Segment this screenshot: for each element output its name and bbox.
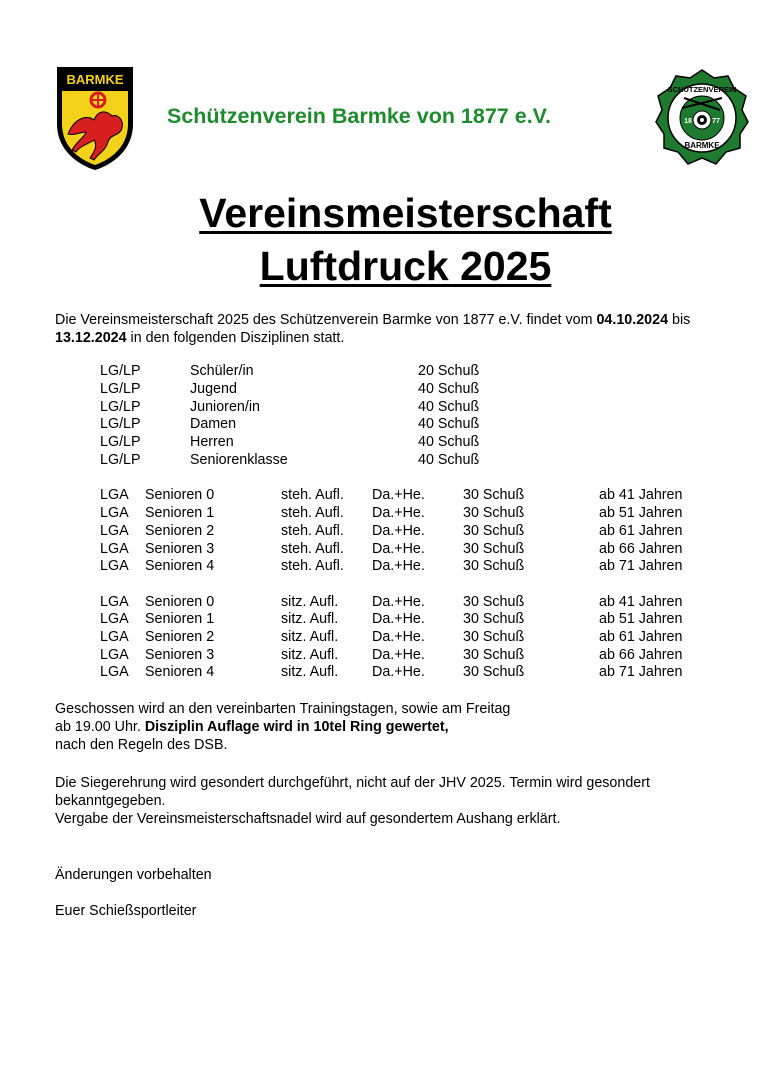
discipline-gender: Da.+He. — [372, 558, 425, 574]
discipline-age: ab 71 Jahren — [599, 558, 683, 574]
discipline-shots: 30 Schuß — [463, 505, 525, 521]
training-paragraph — [55, 700, 510, 754]
discipline-gender: Da.+He. — [372, 647, 425, 663]
discipline-gender: Da.+He. — [372, 505, 425, 521]
discipline-age: ab 51 Jahren — [599, 505, 683, 521]
discipline-class: Jugend — [190, 381, 237, 397]
ceremony-paragraph — [55, 774, 650, 828]
schuetzenverein-badge-logo — [654, 68, 750, 170]
training-line-2-plain: ab 19.00 Uhr. — [55, 719, 145, 735]
discipline-age: ab 66 Jahren — [599, 541, 683, 557]
discipline-shots: 30 Schuß — [463, 523, 525, 539]
discipline-shots: 40 Schuß — [418, 452, 480, 468]
logo-right-top-text: SCHÜTZENVEREIN — [667, 85, 737, 94]
training-line-1: Geschossen wird an den vereinbarten Trainingstagen, sowie am Freitag — [55, 701, 511, 717]
discipline-class: Senioren 2 — [145, 629, 215, 645]
discipline-position: steh. Aufl. — [281, 487, 344, 503]
discipline-type: LG/LP — [100, 399, 141, 415]
barmke-shield-logo — [54, 64, 136, 172]
discipline-position: sitz. Aufl. — [281, 664, 339, 680]
ceremony-line-1: Die Siegerehrung wird gesondert durchgeführt, nicht auf der JHV 2025. Termin wird gesondert — [55, 775, 650, 791]
logo-right-bottom-text: BARMKE — [684, 141, 720, 150]
discipline-type: LGA — [100, 594, 129, 610]
title-line-2: Luftdruck 2025 — [259, 243, 552, 289]
discipline-age: ab 71 Jahren — [599, 664, 683, 680]
intro-paragraph — [55, 311, 690, 347]
discipline-type: LGA — [100, 611, 129, 627]
discipline-position: sitz. Aufl. — [281, 647, 339, 663]
discipline-type: LGA — [100, 505, 129, 521]
changes-reserved-notice: Änderungen vorbehalten — [55, 867, 212, 883]
discipline-class: Junioren/in — [190, 399, 260, 415]
discipline-gender: Da.+He. — [372, 611, 425, 627]
discipline-age: ab 41 Jahren — [599, 487, 683, 503]
discipline-shots: 40 Schuß — [418, 416, 480, 432]
discipline-position: steh. Aufl. — [281, 541, 344, 557]
discipline-gender: Da.+He. — [372, 523, 425, 539]
discipline-class: Senioren 2 — [145, 523, 215, 539]
discipline-type: LGA — [100, 558, 129, 574]
discipline-position: sitz. Aufl. — [281, 594, 339, 610]
discipline-shots: 40 Schuß — [418, 381, 480, 397]
intro-after: in den folgenden Disziplinen statt. — [126, 330, 345, 346]
discipline-class: Senioren 3 — [145, 541, 215, 557]
discipline-shots: 20 Schuß — [418, 363, 480, 379]
discipline-type: LG/LP — [100, 452, 141, 468]
discipline-class: Herren — [190, 434, 234, 450]
discipline-class: Schüler/in — [190, 363, 254, 379]
discipline-type: LG/LP — [100, 434, 141, 450]
training-line-2-bold: Disziplin Auflage wird in 10tel Ring gewertet, — [144, 719, 449, 735]
discipline-shots: 30 Schuß — [463, 664, 525, 680]
discipline-position: sitz. Aufl. — [281, 629, 339, 645]
discipline-shots: 30 Schuß — [463, 558, 525, 574]
discipline-type: LGA — [100, 647, 129, 663]
logo-right-year-left: 18 — [684, 118, 692, 125]
ceremony-line-3: Vergabe der Vereinsmeisterschaftsnadel wird auf gesondertem Aushang erklärt. — [55, 811, 561, 827]
discipline-class: Senioren 4 — [145, 664, 215, 680]
discipline-class: Seniorenklasse — [190, 452, 288, 468]
discipline-shots: 40 Schuß — [418, 434, 480, 450]
discipline-class: Damen — [190, 416, 237, 432]
signature-line: Euer Schießsportleiter — [55, 903, 197, 919]
discipline-gender: Da.+He. — [372, 664, 425, 680]
discipline-class: Senioren 0 — [145, 487, 215, 503]
intro-before: Die Vereinsmeisterschaft 2025 des Schützenverein Barmke von 1877 e.V. findet vom — [55, 312, 597, 328]
discipline-gender: Da.+He. — [372, 629, 425, 645]
discipline-position: steh. Aufl. — [281, 505, 344, 521]
discipline-shots: 40 Schuß — [418, 399, 480, 415]
discipline-shots: 30 Schuß — [463, 611, 525, 627]
discipline-shots: 30 Schuß — [463, 487, 525, 503]
discipline-age: ab 61 Jahren — [599, 523, 683, 539]
discipline-shots: 30 Schuß — [463, 629, 525, 645]
discipline-position: steh. Aufl. — [281, 523, 344, 539]
discipline-type: LGA — [100, 664, 129, 680]
title-line-1: Vereinsmeisterschaft — [199, 190, 612, 236]
discipline-type: LGA — [100, 523, 129, 539]
discipline-type: LG/LP — [100, 416, 141, 432]
discipline-shots: 30 Schuß — [463, 647, 525, 663]
logo-left-text: BARMKE — [66, 72, 124, 87]
discipline-gender: Da.+He. — [372, 541, 425, 557]
discipline-type: LGA — [100, 487, 129, 503]
intro-date-from: 04.10.2024 — [596, 312, 669, 328]
discipline-age: ab 66 Jahren — [599, 647, 683, 663]
training-line-3: nach den Regeln des DSB. — [55, 737, 228, 753]
discipline-type: LGA — [100, 541, 129, 557]
discipline-class: Senioren 1 — [145, 611, 215, 627]
discipline-position: sitz. Aufl. — [281, 611, 339, 627]
ceremony-line-2: bekanntgegeben. — [55, 793, 166, 809]
discipline-class: Senioren 1 — [145, 505, 215, 521]
discipline-shots: 30 Schuß — [463, 594, 525, 610]
discipline-class: Senioren 4 — [145, 558, 215, 574]
discipline-gender: Da.+He. — [372, 594, 425, 610]
discipline-type: LG/LP — [100, 363, 141, 379]
intro-date-to: 13.12.2024 — [55, 330, 127, 346]
discipline-position: steh. Aufl. — [281, 558, 344, 574]
discipline-age: ab 41 Jahren — [599, 594, 683, 610]
discipline-type: LG/LP — [100, 381, 141, 397]
club-name-heading: Schützenverein Barmke von 1877 e.V. — [167, 104, 552, 128]
discipline-age: ab 51 Jahren — [599, 611, 683, 627]
discipline-gender: Da.+He. — [372, 487, 425, 503]
logo-right-year-right: 77 — [712, 118, 720, 125]
discipline-class: Senioren 0 — [145, 594, 215, 610]
intro-middle: bis — [668, 312, 691, 328]
discipline-class: Senioren 3 — [145, 647, 215, 663]
discipline-age: ab 61 Jahren — [599, 629, 683, 645]
discipline-shots: 30 Schuß — [463, 541, 525, 557]
discipline-type: LGA — [100, 629, 129, 645]
